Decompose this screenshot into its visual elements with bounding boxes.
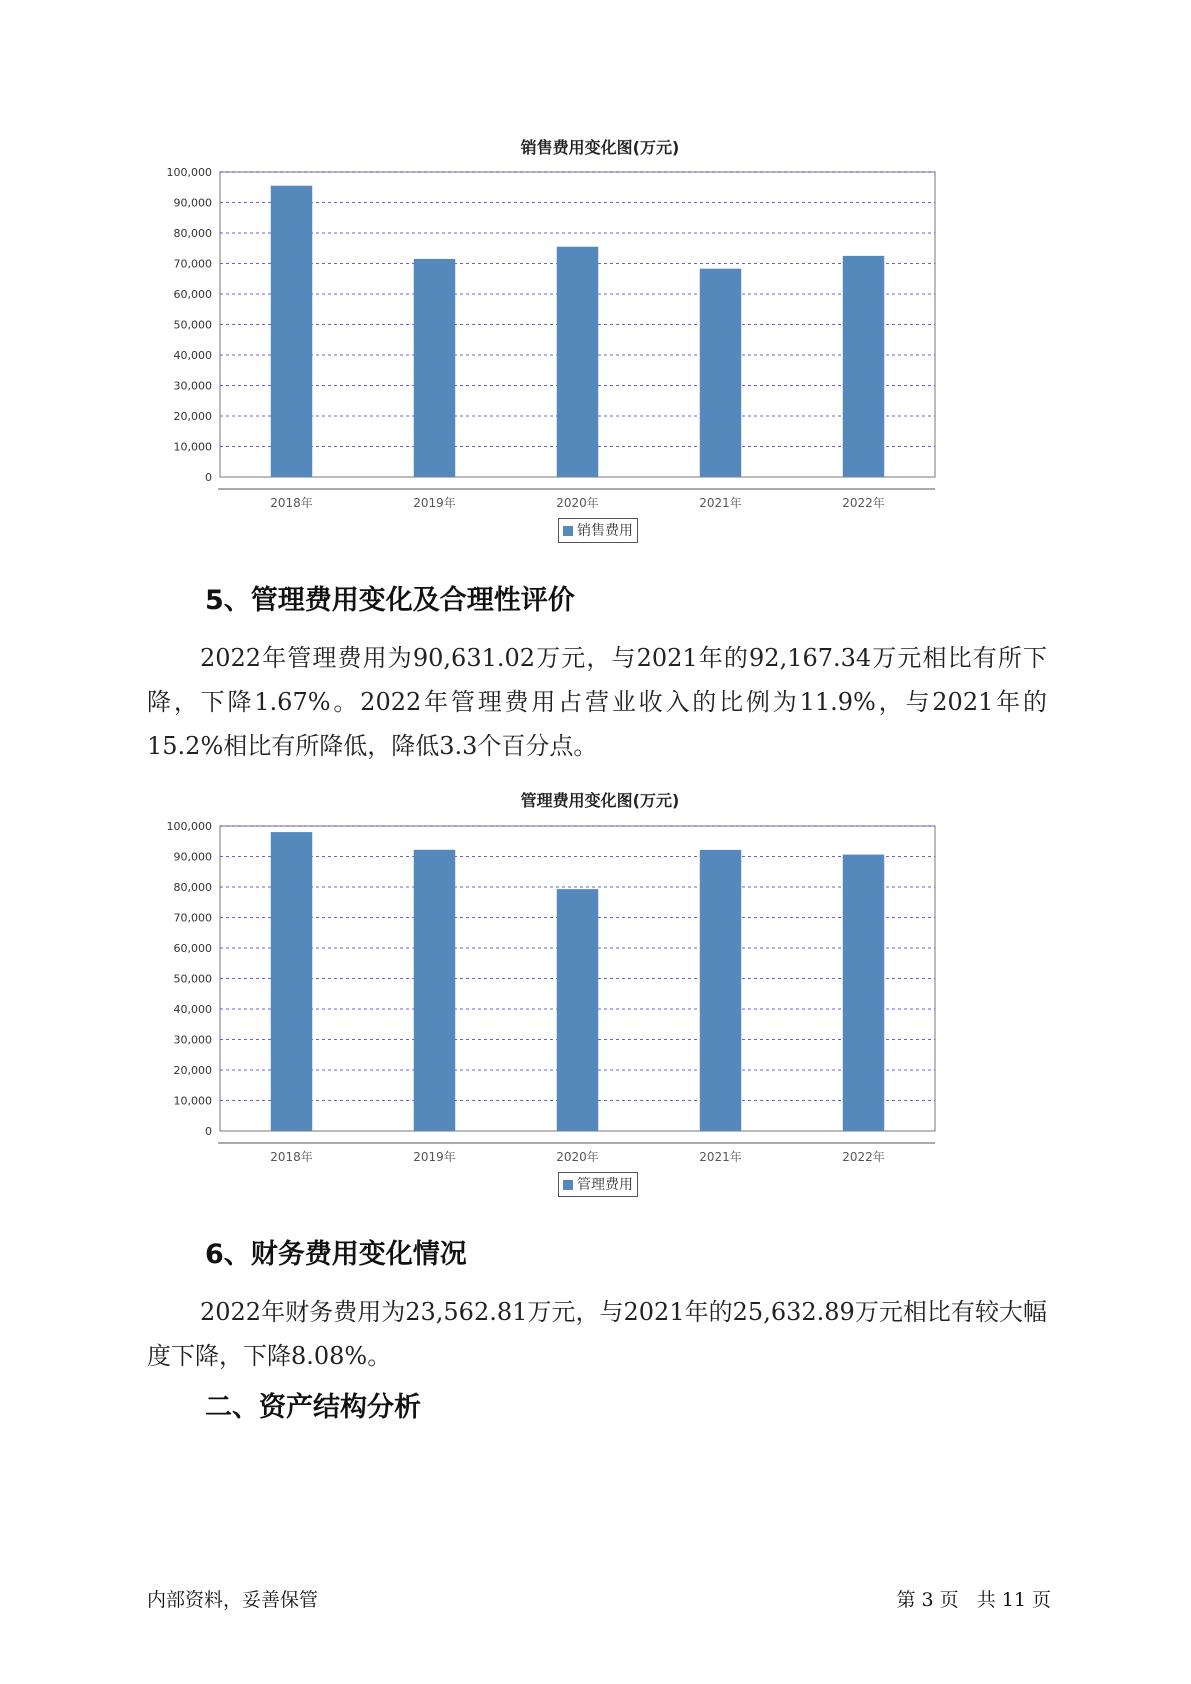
footer-page-number: 第 3 页 共 11 页 [896,1589,1051,1611]
y-tick-label: 70,000 [173,911,212,925]
y-tick-label: 0 [205,471,212,484]
sales-chart-legend [558,518,638,543]
y-tick-label: 0 [205,1125,212,1138]
legend-swatch [563,1180,573,1190]
y-tick-label: 10,000 [173,440,212,454]
bar [843,855,884,1131]
section-6-paragraph [147,1290,1047,1378]
y-tick-label: 60,000 [173,942,212,955]
y-tick-label: 30,000 [173,379,212,393]
bar [557,247,598,477]
x-tick-label: 2018年 [270,496,313,510]
bar [557,889,598,1131]
y-tick-label: 100,000 [166,166,212,179]
x-tick-label: 2019年 [413,496,456,510]
section-6-heading: 6、财务费用变化情况 [205,1239,467,1270]
x-tick-label: 2020年 [556,496,599,510]
y-tick-label: 90,000 [173,850,212,864]
y-tick-label: 50,000 [173,318,212,332]
x-tick-label: 2020年 [556,1150,599,1164]
y-tick-label: 50,000 [173,972,212,986]
y-tick-label: 70,000 [173,257,212,271]
legend-label: 管理费用 [577,1177,633,1193]
x-tick-label: 2021年 [699,496,742,510]
section-5-paragraph [147,636,1047,768]
y-tick-label: 20,000 [173,1064,212,1077]
bar [271,832,312,1131]
bar [700,269,741,477]
x-tick-label: 2021年 [699,1150,742,1164]
x-tick-label: 2022年 [842,1150,885,1164]
x-tick-label: 2022年 [842,496,885,510]
sales-chart-svg [150,160,1050,520]
y-tick-label: 40,000 [173,1003,212,1016]
y-tick-label: 30,000 [173,1033,212,1047]
y-tick-label: 100,000 [166,820,212,833]
x-tick-label: 2018年 [270,1150,313,1164]
x-tick-label: 2019年 [413,1150,456,1164]
bar [843,256,884,477]
bar [700,850,741,1131]
sales-chart-title: 销售费用变化图(万元) [520,138,680,157]
section-5-text: 2022年管理费用为90,631.02万元，与2021年的92,167.34万元相比有所下降，下降1.67%。2022年管理费用占营业收入的比例为11.9%，与2021年的15.2%相比有所降低，降低3.3个百分点。 [147,644,1047,760]
admin-chart-title: 管理费用变化图(万元) [520,791,680,810]
legend-label: 销售费用 [577,523,633,539]
y-tick-label: 80,000 [173,227,212,240]
y-tick-label: 80,000 [173,881,212,894]
bar [414,259,455,477]
y-tick-label: 90,000 [173,196,212,210]
legend-swatch [563,526,573,536]
admin-chart-legend [558,1172,638,1197]
bar [414,850,455,1131]
footer-confidential-note: 内部资料，妥善保管 [147,1589,319,1611]
y-tick-label: 20,000 [173,410,212,423]
y-tick-label: 60,000 [173,288,212,301]
section-5-heading: 5、管理费用变化及合理性评价 [205,585,575,616]
section-two-heading: 二、资产结构分析 [205,1392,421,1423]
bar [271,186,312,477]
admin-chart-svg [150,814,1050,1174]
y-tick-label: 40,000 [173,349,212,362]
section-6-text: 2022年财务费用为23,562.81万元，与2021年的25,632.89万元相比有较大幅度下降，下降8.08%。 [147,1298,1047,1370]
y-tick-label: 10,000 [173,1094,212,1108]
